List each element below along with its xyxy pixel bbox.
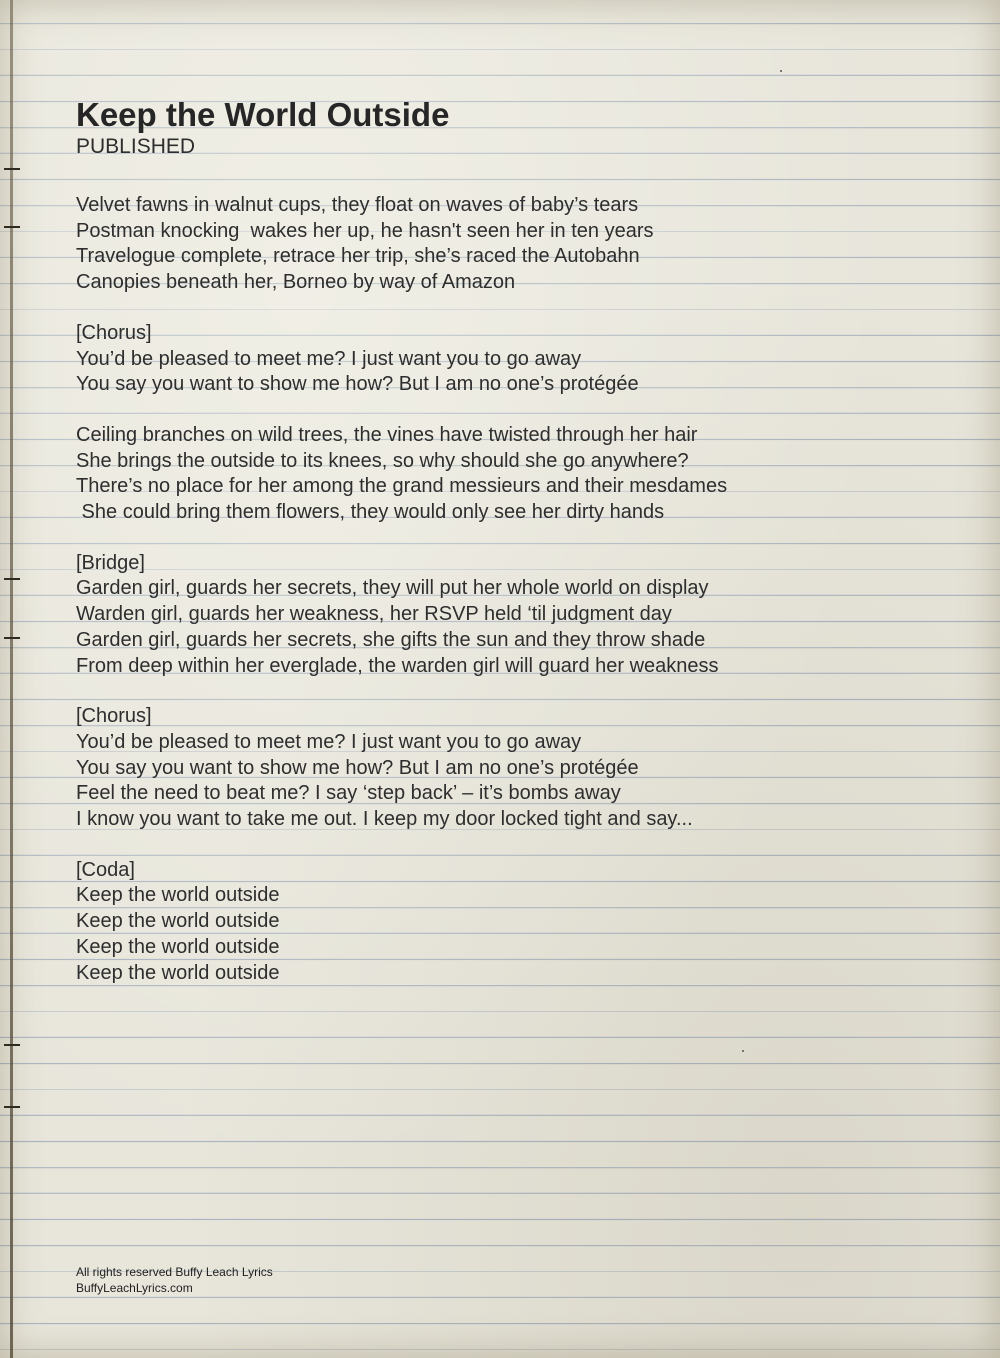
- lyric-line: You say you want to show me how? But I am no one’s protégée: [76, 373, 639, 396]
- lyric-line: There’s no place for her among the grand messieurs and their mesdames: [76, 475, 728, 498]
- lyric-line: I know you want to take me out. I keep my door locked tight and say...: [76, 808, 693, 831]
- section-label: [Bridge]: [76, 551, 145, 574]
- lyric-line: Garden girl, guards her secrets, she gifts the sun and they throw shade: [76, 628, 706, 651]
- footer: [76, 1264, 273, 1296]
- lyric-line: She brings the outside to its knees, so why should she go anywhere?: [76, 449, 689, 472]
- stanza: [76, 858, 936, 987]
- lyric-line: Keep the world outside: [76, 884, 280, 907]
- lyric-line: Keep the world outside: [76, 935, 280, 958]
- lyric-line: Warden girl, guards her weakness, her RSVP held ‘til judgment day: [76, 603, 672, 626]
- lyric-line: Keep the world outside: [76, 961, 280, 984]
- stanza: [76, 193, 936, 296]
- website-text: BuffyLeachLyrics.com: [76, 1281, 193, 1295]
- lyric-line: Keep the world outside: [76, 910, 280, 933]
- lyrics-sheet: [76, 95, 936, 1011]
- paper-speck: [780, 70, 782, 72]
- lyric-line: She could bring them flowers, they would only see her dirty hands: [76, 501, 665, 524]
- section-label: [Chorus]: [76, 321, 152, 344]
- stanza: [76, 321, 936, 398]
- lyric-line: From deep within her everglade, the warden girl will guard her weakness: [76, 654, 719, 677]
- margin-tick: [4, 226, 20, 228]
- paper-speck: [742, 1050, 744, 1052]
- margin-tick: [4, 1106, 20, 1108]
- lyric-line: Feel the need to beat me? I say ‘step back’ – it’s bombs away: [76, 782, 621, 805]
- stanza: [76, 704, 936, 833]
- section-label: [Coda]: [76, 858, 135, 881]
- margin-tick: [4, 637, 20, 639]
- section-label: [Chorus]: [76, 705, 152, 728]
- lyric-line: Canopies beneath her, Borneo by way of Amazon: [76, 271, 516, 294]
- lyric-line: You’d be pleased to meet me? I just want you to go away: [76, 730, 582, 753]
- song-title: Keep the World Outside: [76, 96, 450, 133]
- lyric-line: Travelogue complete, retrace her trip, she’s raced the Autobahn: [76, 245, 640, 268]
- lyric-line: You say you want to show me how? But I am no one’s protégée: [76, 756, 639, 779]
- copyright-notice: All rights reserved Buffy Leach Lyrics: [76, 1265, 273, 1279]
- margin-tick: [4, 578, 20, 580]
- lyric-line: Postman knocking wakes her up, he hasn't seen her in ten years: [76, 219, 654, 242]
- margin-tick: [4, 1044, 20, 1046]
- lyric-line: Ceiling branches on wild trees, the vines have twisted through her hair: [76, 423, 698, 446]
- lyrics-body: [76, 193, 936, 986]
- stanza: [76, 423, 936, 526]
- margin-tick: [4, 168, 20, 170]
- lyric-line: Velvet fawns in walnut cups, they float on waves of baby’s tears: [76, 194, 639, 216]
- margin-line: [10, 0, 13, 1358]
- stanza: [76, 551, 936, 680]
- lyric-line: You’d be pleased to meet me? I just want you to go away: [76, 347, 582, 370]
- status-label: PUBLISHED: [76, 135, 196, 158]
- lyric-line: Garden girl, guards her secrets, they will put her whole world on display: [76, 577, 709, 600]
